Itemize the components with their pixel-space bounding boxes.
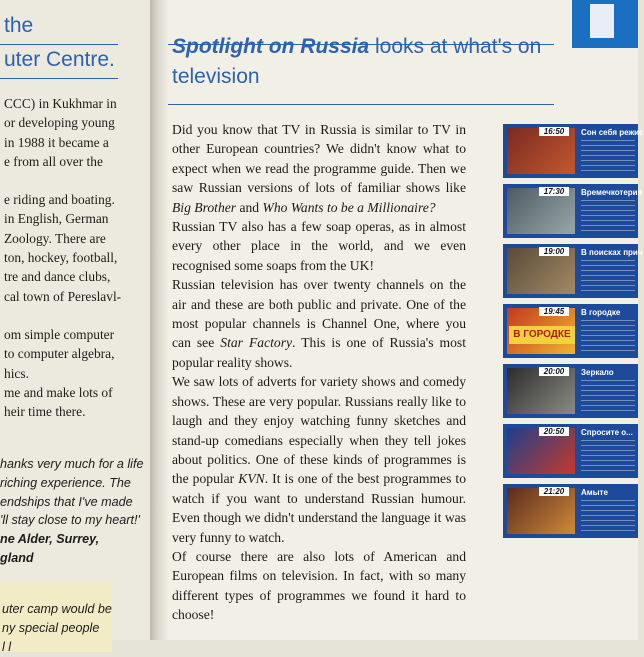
left-body-line: heir time there. [4,404,86,420]
quote-author-location: gland [0,550,34,565]
article-paragraph [172,372,466,547]
tv-listing [503,304,638,358]
paragraph-text: . This is one of Russia's most popular reality shows. [172,335,466,370]
article-paragraph [172,547,466,625]
book-gutter [150,0,168,640]
listing-description [581,500,635,532]
left-body-line: cal town of Pereslavl- [4,288,122,304]
callout-line: uter camp would be [2,602,112,616]
headline-rest: looks at what's on television [172,35,542,88]
left-body-line: om simple computer [4,326,115,342]
programme-title: KVN [238,471,265,487]
tv-listing [503,124,644,178]
programme-title: Star Factory [220,335,293,351]
listing-description [581,380,635,412]
listing-time: 17:30 [539,187,569,196]
paragraph-text: Russian television has over twenty channels on the air and these are both public and private. One of the most popular channels is Channel One, where you can see [172,277,466,351]
left-page-body [4,94,121,421]
listing-time: 21:20 [539,487,569,496]
right-page [168,0,644,640]
left-body-line: ton, hockey, football, [4,250,118,266]
paragraph-text: Of course there are also lots of American and European films on television. In fact, with so many different types of programmes we found it hard to choose! [172,548,466,623]
listing-time: 20:00 [539,367,569,376]
paragraph-text: Did you know that TV in Russia is similar to TV in other European countries? We didn't know what to expect when we read the programme guide. Then we saw Russian versions of lots of familiar shows like [172,122,466,196]
paragraph-gap [4,306,121,325]
section-tab [572,0,638,48]
programme-title: Big Brother [172,199,237,215]
listing-description [581,440,635,472]
quote-line: hanks very much for a life [0,457,144,471]
article-paragraph [172,275,466,372]
listing-title: В поисках прич [581,248,643,257]
tv-listing [503,184,643,238]
left-body-line: CCC) in Kukhmar in [4,96,117,111]
left-body-line: or developing young [4,115,115,131]
left-body-line: to computer algebra, [4,346,115,362]
listing-description [581,200,635,232]
left-title-rule [0,44,118,45]
listing-title: Амыте [581,488,608,497]
listing-title: Времечкотерия [581,188,643,197]
listing-title: Сон себя режис [581,128,644,137]
programme-title: Who Wants to be a Millionaire? [262,199,436,215]
left-body-line: e riding and boating. [4,192,115,208]
left-title-rule-bottom [0,78,118,79]
listing-time: 20:50 [539,427,569,436]
article-paragraph [172,120,466,217]
quote-line: riching experience. The [0,475,131,490]
paragraph-text: and [236,199,263,215]
left-body-line: hics. [4,365,29,381]
left-body-line: in 1988 it became a [4,134,109,150]
tv-listing [503,364,638,418]
listing-time: 16:50 [539,127,569,136]
listing-description [581,320,635,352]
callout-line: l l [2,640,12,654]
left-page-title-line-2: uter Centre. [4,48,115,71]
headline-strong: Spotlight on Russia [172,35,370,58]
paragraph-text: . It is one of the best programmes to watch if you want to understand Russian humour. Even though we didn't understand the language it was very funny to watch. [172,471,467,545]
yellow-callout-text [2,600,112,657]
section-tab-mark [590,4,614,38]
article-body [172,120,466,625]
quote-author: ne Alder, Surrey, [0,532,100,547]
left-page-title-line-1: the [4,14,34,37]
tv-listing [503,424,638,478]
listing-description [581,260,635,292]
listing-time: 19:45 [539,307,569,316]
thumbnail-sign: В ГОРОДКЕ [509,326,575,344]
listing-title: В городке [581,308,621,317]
tv-listings-strip [503,124,644,544]
paragraph-text: Russian TV also has a few soap operas, as in almost every other place in the world, and we even recognised some soaps from the UK! [172,219,466,273]
left-page [0,0,150,654]
quote-line: 'll stay close to my heart!' [0,513,140,528]
left-body-line: e from all over the [4,153,103,169]
callout-line: ny special people [2,621,100,635]
headline-rule-bottom [168,104,554,105]
left-body-line: me and make lots of [4,384,113,400]
left-body-line: Zoology. There are [4,230,106,246]
listing-title: Спросите о... [581,428,633,437]
listing-time: 19:00 [539,247,569,256]
tv-listing [503,484,638,538]
listing-title: Зеркало [581,368,614,377]
paragraph-text: We saw lots of adverts for variety shows and comedy shows. These are very popular. Russians really like to laugh and they enjoy watching funny sketches and stand-up comedians especially when they tell jokes about politics. One of these kinds of programmes is the popular [172,374,466,487]
article-paragraph [172,217,466,275]
quote-line: endships that I've made [0,494,133,509]
paragraph-gap [4,171,121,190]
listing-description [581,140,635,172]
tv-listing [503,244,643,298]
left-body-line: in English, German [4,211,109,227]
testimonial-quote [0,455,144,568]
left-body-line: tre and dance clubs, [4,269,111,285]
article-headline [172,32,552,92]
